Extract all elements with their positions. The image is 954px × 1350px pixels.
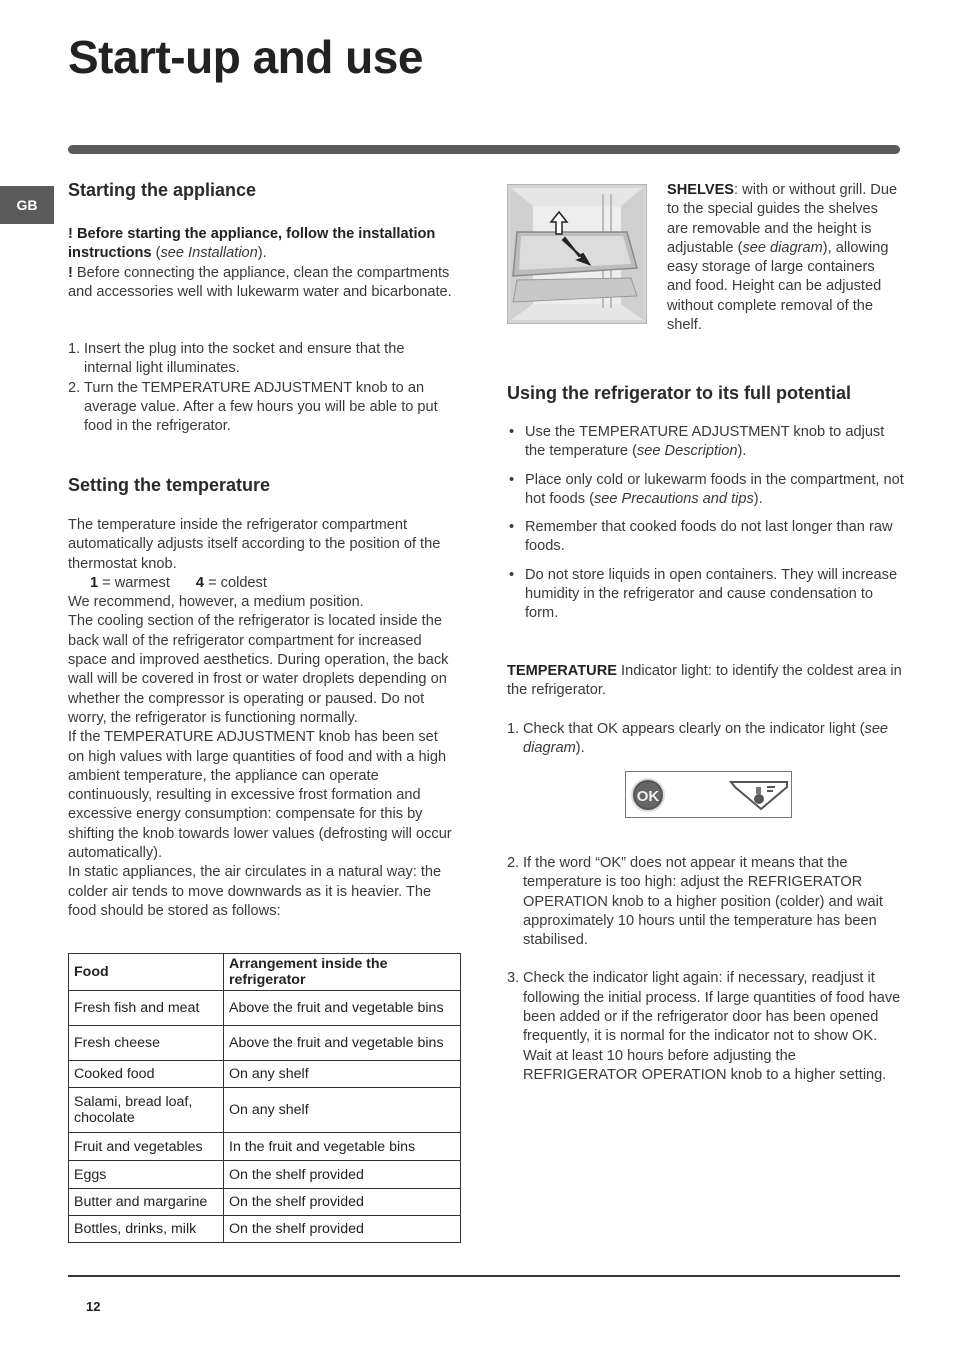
bullet-icon: • (509, 519, 515, 536)
scale-4-label: = coldest (204, 574, 267, 591)
table-cell: Fresh fish and meat (69, 991, 224, 1026)
warning-1-bold: Before starting the appliance, follow the installation instructions (68, 226, 436, 262)
table-cell: Cooked food (69, 1061, 224, 1088)
shelf-diagram-illustration (507, 184, 647, 324)
list-number: 3. (507, 970, 520, 987)
table-header-cell: Food (69, 954, 224, 991)
temperature-recommend: We recommend, however, a medium position. (68, 594, 364, 611)
indicator-label: TEMPERATURE (507, 663, 617, 679)
bullet-link: see Precautions and tips (593, 490, 754, 507)
list-item (68, 340, 443, 379)
shelves-label: SHELVES (667, 182, 735, 198)
warning-1-paren-close: ). (257, 245, 267, 262)
table-cell: On any shelf (224, 1088, 461, 1133)
list-text: If the word “OK” does not appear it means that the temperature is too high: adjust the REFRIGERATOR OPERATION knob to a higher position (colder) and wait approximately 10 hours until the temperature has been stabilised. (523, 855, 883, 949)
table-row (69, 1133, 461, 1161)
temperature-cooling: The cooling section of the refrigerator is located inside the back wall of the refrigerator compartment for increased space and improved aesthetics. During operation, the back wall will be covered in frost or water droplets depending on whether the compressor is operating or paused. Do not worry, the refrigerator is functioning normally. (68, 613, 449, 726)
table-cell: Fruit and vegetables (69, 1133, 224, 1161)
table-cell: Eggs (69, 1161, 224, 1189)
list-item (507, 518, 907, 557)
temperature-high: If the TEMPERATURE ADJUSTMENT knob has been set on high values with large quantities of food and with a high ambient temperature, the appliance can operate continuously, resulting in excessive frost formation and excessive energy consumption: compensate for this by shifting the knob towards lower values (defrosting will occur automatically). (68, 729, 452, 862)
list-number: 2. (68, 379, 81, 396)
list-text: Check the indicator light again: if necessary, readjust it following the initial process. If large quantities of food have been added or if the refrigerator door has been opened frequently, it is normal for the indicator not to show OK. Wait at least 10 hours before adjusting the REFRIGERATOR OPERATION knob to a higher setting. (523, 970, 901, 1083)
bullet-icon: • (509, 566, 515, 583)
list-item (507, 423, 907, 462)
bullet-link: see Description (636, 443, 738, 460)
starting-steps (68, 340, 443, 436)
warning-1-paren: ( (151, 245, 161, 262)
warning-mark: ! (68, 264, 73, 281)
table-cell: Butter and margarine (69, 1189, 224, 1216)
temperature-static: In static appliances, the air circulates in a natural way: the colder air tends to move downwards as it is heavier. The food should be stored as follows: (68, 864, 442, 919)
scale-1-label: = warmest (98, 574, 170, 591)
table-cell: On any shelf (224, 1061, 461, 1088)
list-item (507, 854, 907, 950)
bullet-text: Use the TEMPERATURE ADJUSTMENT knob to adjust the temperature ( (525, 424, 885, 460)
table-cell: On the shelf provided (224, 1161, 461, 1189)
shelves-text (667, 181, 902, 335)
warning-2-text: Before connecting the appliance, clean the compartments and accessories well with lukewarm water and bicarbonate. (68, 264, 452, 300)
ok-indicator-diagram (625, 771, 792, 818)
indicator-intro (507, 662, 902, 701)
temperature-heading: Setting the temperature (68, 475, 271, 495)
potential-heading: Using the refrigerator to its full potential (507, 383, 852, 403)
table-row (69, 1216, 461, 1243)
list-text: Check that OK appears clearly on the indicator light ( (523, 721, 865, 737)
list-number: 2. (507, 855, 520, 871)
table-row (69, 1189, 461, 1216)
indicator-step-1 (507, 720, 892, 759)
bullet-text: Remember that cooked foods do not last longer than raw foods. (525, 519, 893, 555)
table-cell: On the shelf provided (224, 1189, 461, 1216)
scale-1-num: 1 (90, 574, 99, 591)
bullet-text-end: ). (737, 443, 747, 460)
ok-label: OK (636, 788, 660, 805)
table-row (69, 991, 461, 1026)
table-row (69, 1088, 461, 1133)
bullet-icon: • (509, 471, 515, 488)
table-cell: Above the fruit and vegetable bins (224, 991, 461, 1026)
list-text: Insert the plug into the socket and ensure that the internal light illuminates. (84, 341, 405, 377)
temperature-scale (68, 574, 458, 593)
list-item (507, 720, 892, 759)
table-cell: On the shelf provided (224, 1216, 461, 1243)
shelves-link: see diagram (742, 239, 823, 256)
table-row (69, 1161, 461, 1189)
list-item (507, 969, 907, 1085)
list-text-end: ). (575, 740, 585, 757)
table-row (69, 1026, 461, 1061)
list-item (507, 471, 907, 510)
table-cell: Fresh cheese (69, 1026, 224, 1061)
indicator-steps (507, 854, 907, 1085)
table-header-cell: Arrangement inside the refrigerator (224, 954, 461, 991)
table-cell: Salami, bread loaf, chocolate (69, 1088, 224, 1133)
starting-heading: Starting the appliance (68, 180, 257, 200)
list-item (68, 379, 443, 437)
bullet-text: Do not store liquids in open containers. They will increase humidity in the refrigerator and cause condensation to form. (525, 566, 898, 622)
potential-list (507, 423, 907, 633)
bottom-divider (68, 1275, 900, 1277)
language-tab: GB (0, 186, 54, 224)
shelves-text-b: ), allowing easy storage of large containers and food. Height can be adjusted without complete removal of the shelf. (667, 239, 889, 334)
food-storage-table (68, 953, 461, 1243)
bullet-text-end: ). (753, 490, 763, 507)
bullet-text: Place only cold or lukewarm foods in the compartment, not hot foods ( (525, 471, 904, 507)
bullet-icon: • (509, 424, 515, 440)
list-text: Turn the TEMPERATURE ADJUSTMENT knob to an average value. After a few hours you will be able to put food in the refrigerator. (84, 379, 438, 435)
starting-warnings (68, 225, 463, 302)
page-title: Start-up and use (68, 31, 423, 83)
temperature-intro: The temperature inside the refrigerator compartment automatically adjusts itself according to the position of the thermostat knob. (68, 517, 441, 572)
list-number: 1. (68, 341, 81, 357)
warning-1-link: see Installation (160, 245, 258, 262)
table-header-row (69, 954, 461, 991)
indicator-label-text: Indicator light: to identify the coldest area in the refrigerator. (507, 663, 902, 699)
table-cell: Above the fruit and vegetable bins (224, 1026, 461, 1061)
top-divider (68, 145, 900, 154)
temperature-body (68, 516, 458, 921)
shelves-text-a: : with or without grill. Due to the special guides the shelves are removable and the height is adjustable ( (667, 182, 898, 256)
page-number: 12 (86, 1299, 101, 1314)
scale-4-num: 4 (195, 574, 205, 591)
table-cell: In the fruit and vegetable bins (224, 1133, 461, 1161)
table-cell: Bottles, drinks, milk (69, 1216, 224, 1243)
list-item (507, 566, 907, 624)
warning-mark: ! (68, 226, 73, 242)
table-row (69, 1061, 461, 1088)
list-link: see diagram (523, 721, 889, 757)
list-number: 1. (507, 721, 520, 737)
